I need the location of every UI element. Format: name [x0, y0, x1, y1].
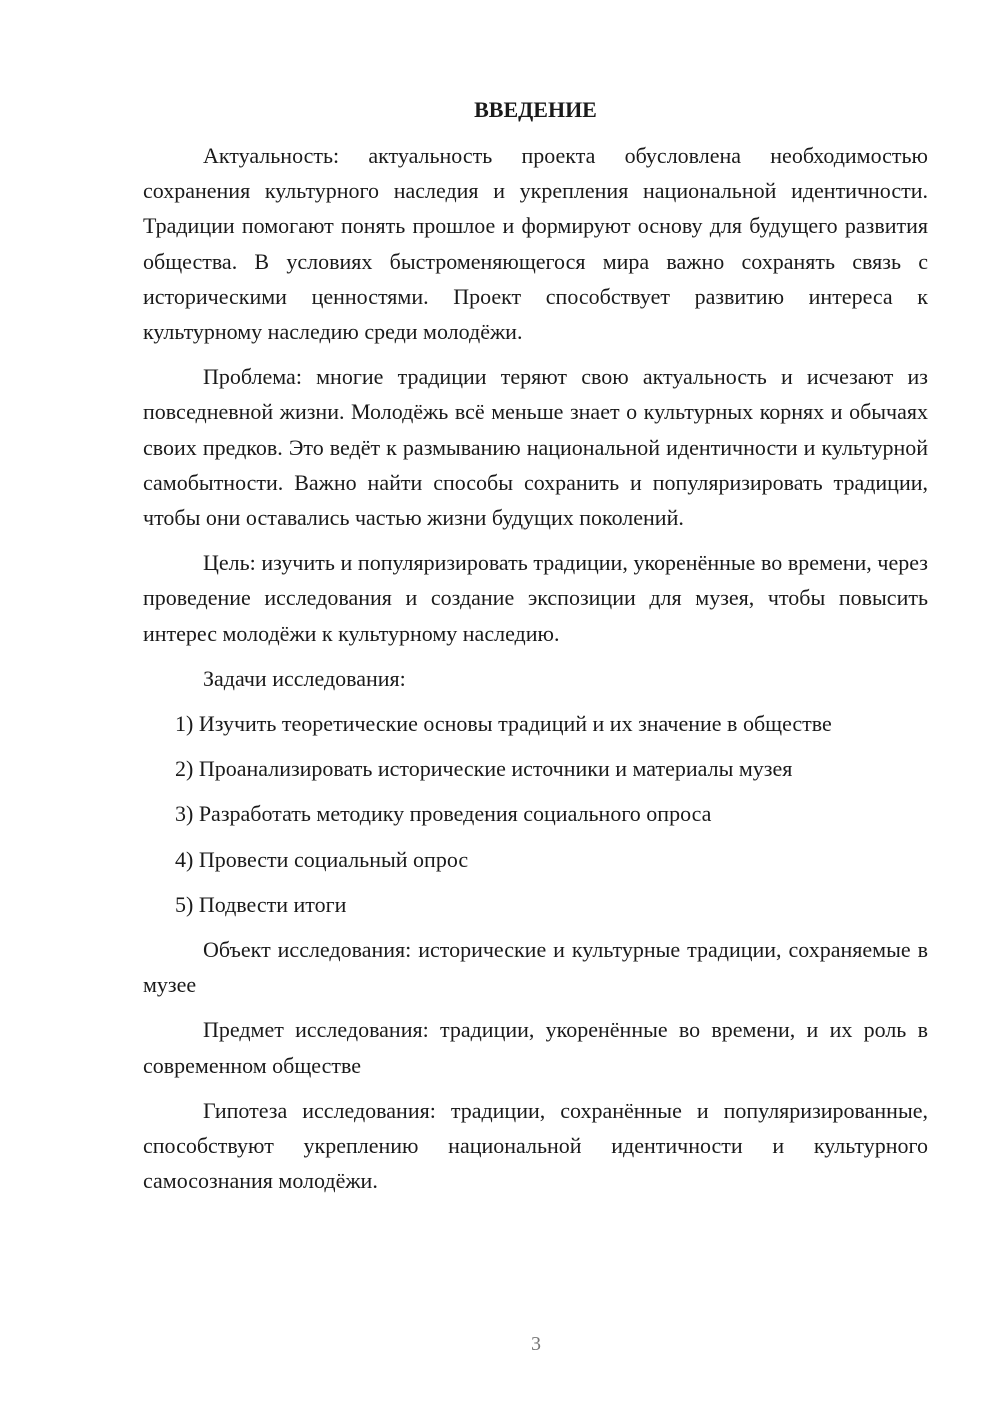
relevance-paragraph: Актуальность: актуальность проекта обусловлена необходимостью сохранения культурного наследия и укрепления национальной идентичности. Традиции помогают понять прошлое и формируют основу для будущего развития общества. В условиях быстроменяющегося мира важно сохранять связь с историческими ценностями. Проект способствует развитию интереса к культурному наследию среди молодёжи. [143, 143, 928, 345]
task-item: 3) Разработать методику проведения социального опроса [175, 801, 712, 827]
tasks-list [143, 706, 928, 922]
tasks-heading: Задачи исследования: [203, 665, 406, 691]
task-item: 4) Провести социальный опрос [175, 846, 469, 872]
document-body [143, 94, 928, 1208]
hypothesis-paragraph: Гипотеза исследования: традиции, сохранённые и популяризированные, способствуют укреплению национальной идентичности и культурного самосознания молодёжи. [143, 1097, 928, 1194]
task-item: 5) Подвести итоги [175, 891, 347, 917]
section-title: ВВЕДЕНИЕ [474, 97, 597, 122]
page-number: 3 [531, 1333, 541, 1355]
goal-paragraph: Цель: изучить и популяризировать традиции, укоренённые во времени, через проведение исследования и создание экспозиции для музея, чтобы повысить интерес молодёжи к культурному наследию. [143, 550, 928, 646]
task-item: 1) Изучить теоретические основы традиций и их значение в обществе [175, 711, 832, 737]
problem-paragraph: Проблема: многие традиции теряют свою актуальность и исчезают из повседневной жизни. Молодёжь всё меньше знает о культурных корнях и обычаях своих предков. Это ведёт к размыванию национальной идентичности и культурной самобытности. Важно найти способы сохранить и популяризировать традиции, чтобы они оставались частью жизни будущих поколений. [143, 364, 928, 531]
task-item: 2) Проанализировать исторические источники и материалы музея [175, 756, 793, 782]
subject-paragraph: Предмет исследования: традиции, укоренённые во времени, и их роль в современном обществе [143, 1017, 928, 1078]
object-paragraph: Объект исследования: исторические и культурные традиции, сохраняемые в музее [143, 937, 928, 998]
